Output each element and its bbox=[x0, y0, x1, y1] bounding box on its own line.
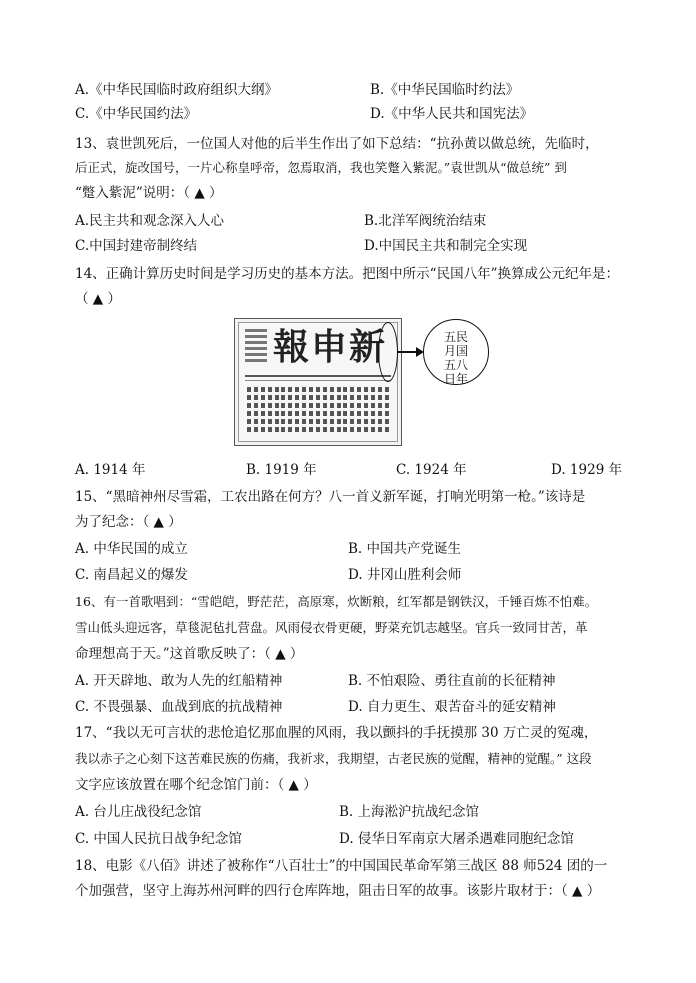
circle-line-3: 五八 bbox=[443, 358, 468, 372]
q14-option-a: A. 1914 年 bbox=[75, 462, 146, 478]
q15-stem-line1: 15、“黑暗神州尽雪霜，工农出路在何方？八一首义新军诞，打响光明第一枪。”该诗是 bbox=[75, 489, 586, 505]
q17-stem-line2: 我以赤子之心刻下这苦难民族的伤痛，我祈求，我期望，古老民族的觉醒，精神的觉醒。” 这段 bbox=[75, 751, 592, 766]
q15-stem-line2: 为了纪念：（ ▲ ） bbox=[75, 514, 182, 530]
q13-stem-line1: 13、袁世凯死后，一位国人对他的后半生作出了如下总结：“抗孙黄以做总统，先临时， bbox=[75, 136, 599, 152]
q13-stem-line2: 后正式，旋改国号，一片心称皇呼帝，忽焉取消，我也笑蹩入紫泥。”袁世凯从“做总统” 到 bbox=[75, 160, 567, 175]
q15-option-c: C. 南昌起义的爆发 bbox=[75, 567, 188, 583]
q13-option-c: C.中国封建帝制终结 bbox=[75, 238, 198, 254]
q14-option-c: C. 1924 年 bbox=[396, 462, 467, 478]
q15-option-d: D. 井冈山胜利会师 bbox=[348, 567, 462, 583]
q12-option-b: B.《中华民国临时约法》 bbox=[370, 82, 520, 98]
q17-option-a: A. 台儿庄战役纪念馆 bbox=[75, 804, 202, 820]
q13-option-a: A.民主共和观念深入人心 bbox=[75, 213, 225, 229]
q17-stem-line3: 文字应该放置在哪个纪念馆门前：（ ▲ ） bbox=[75, 777, 317, 793]
q13-option-b: B.北洋军阀统治结束 bbox=[364, 213, 487, 229]
q14-stem-line1: 14、正确计算历史时间是学习历史的基本方法。把图中所示“民国八年”换算成公元纪年是： bbox=[75, 266, 619, 282]
newspaper-image bbox=[234, 318, 402, 446]
q18-stem-line1: 18、电影《八佰》讲述了被称作“八百壮士”的中国国民革命军第三战区 88 师524 团的一 bbox=[75, 858, 608, 874]
q17-stem-line1: 17、“我以无可言状的悲怆追忆那血腥的风雨，我以颤抖的手抚摸那 30 万亡灵的冤魂， bbox=[75, 725, 598, 741]
q12-option-c: C.《中华民国约法》 bbox=[75, 106, 198, 122]
q14-option-d: D. 1929 年 bbox=[551, 462, 623, 478]
date-callout-circle bbox=[423, 319, 489, 385]
q16-stem-line3: 命理想高于天。”这首歌反映了：（ ▲ ） bbox=[75, 646, 304, 662]
date-highlight-oval bbox=[378, 322, 398, 382]
q16-option-c: C. 不畏强暴、血战到底的抗战精神 bbox=[75, 699, 283, 715]
circle-line-1: 五民 bbox=[443, 330, 468, 344]
newspaper-masthead: 報申新 bbox=[273, 326, 388, 368]
q17-option-d: D. 侵华日军南京大屠杀遇难同胞纪念馆 bbox=[339, 831, 574, 847]
q18-stem-line2: 个加强营，坚守上海苏州河畔的四行仓库阵地，阻击日军的故事。该影片取材于：（ ▲ ） bbox=[75, 883, 601, 899]
circle-line-4: 日年 bbox=[443, 372, 468, 386]
q16-stem-line1: 16、有一首歌唱到：“雪皑皑，野茫茫，高原寒，炊断粮，红军都是钢铁汉，千锤百炼不怕难。 bbox=[75, 594, 598, 609]
q16-option-d: D. 自力更生、艰苦奋斗的延安精神 bbox=[348, 699, 556, 715]
circle-line-2: 月国 bbox=[443, 344, 468, 358]
q16-stem-line2: 雪山低头迎远客，草毯泥毡扎营盘。风雨侵衣骨更硬，野菜充饥志越坚。官兵一致同甘苦，革 bbox=[75, 620, 588, 635]
q17-option-c: C. 中国人民抗日战争纪念馆 bbox=[75, 831, 242, 847]
q14-stem-line2: （ ▲ ） bbox=[75, 291, 121, 307]
q16-option-a: A. 开天辟地、敢为人先的红船精神 bbox=[75, 673, 283, 689]
q12-option-d: D.《中华人民共和国宪法》 bbox=[370, 106, 534, 122]
q17-option-b: B. 上海淞沪抗战纪念馆 bbox=[339, 804, 480, 820]
q13-stem-line3: “蹩入紫泥”说明：（ ▲ ） bbox=[75, 185, 223, 201]
q13-option-d: D.中国民主共和制完全实现 bbox=[364, 238, 528, 254]
q12-option-a: A.《中华民国临时政府组织大纲》 bbox=[75, 82, 279, 98]
q15-option-b: B. 中国共产党诞生 bbox=[348, 541, 462, 557]
q15-option-a: A. 中华民国的成立 bbox=[75, 541, 188, 557]
q14-option-b: B. 1919 年 bbox=[246, 462, 317, 478]
q16-option-b: B. 不怕艰险、勇往直前的长征精神 bbox=[348, 673, 556, 689]
